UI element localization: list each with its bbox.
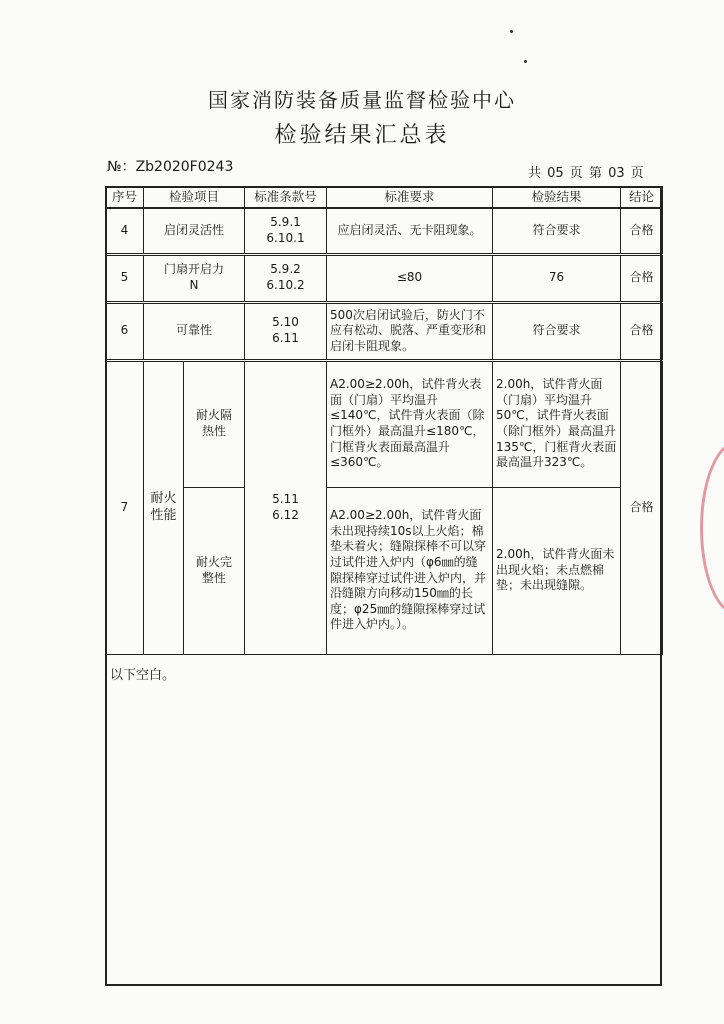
requirement-integrity: A2.00≥2.00h，试件背火面未出现持续10s以上火焰；棉垫未着火；缝隙探棒不可以穿过试件进入炉内（φ6㎜的缝隙探棒穿过试件进入炉内，并沿缝隙方向移动150㎜的长度；φ25㎜的缝隙探棒穿过试件进入炉内。）。	[327, 487, 493, 654]
row-no: 6	[106, 302, 144, 360]
page-info: 共 05 页 第 03 页	[528, 166, 644, 181]
row-item: 启闭灵活性	[144, 208, 245, 254]
row-group: 耐火 性能	[144, 360, 184, 654]
doc-no-label: №：	[107, 159, 136, 175]
result-integrity: 2.00h，试件背火面未出现火焰；未点燃棉垫；未出现缝隙。	[493, 487, 621, 654]
table-row	[106, 360, 663, 487]
requirement-insulation: A2.00≥2.00h，试件背火表面（门扇）平均温升≤140℃，试件背火表面（除门框外）最高温升≤180℃，门框背火表面最高温升≤360℃。	[327, 360, 493, 487]
header-requirement: 标准要求	[327, 187, 493, 209]
document-number	[107, 156, 233, 176]
row-item: 门扇开启力 N	[144, 254, 245, 302]
row-no: 4	[106, 208, 144, 254]
row-clause: 5.11 6.12	[245, 360, 327, 654]
header-result: 检验结果	[493, 187, 621, 209]
scan-speck	[510, 30, 513, 33]
row-conclusion: 合格	[621, 208, 663, 254]
row-conclusion: 合格	[621, 254, 663, 302]
row-conclusion: 合格	[621, 360, 663, 654]
sub-item-insulation: 耐火隔 热性	[184, 360, 245, 487]
row-requirement: 应启闭灵活、无卡阻现象。	[327, 208, 493, 254]
table-row	[106, 302, 663, 360]
table-row	[106, 254, 663, 302]
row-no: 7	[106, 360, 144, 654]
row-result: 符合要求	[493, 302, 621, 360]
blank-below-note: 以下空白。	[110, 668, 176, 683]
scan-speck	[524, 60, 527, 63]
row-result: 符合要求	[493, 208, 621, 254]
table-header-row	[106, 187, 663, 209]
results-table	[105, 186, 663, 655]
row-clause: 5.9.2 6.10.2	[245, 254, 327, 302]
issuing-organization: 国家消防装备质量监督检验中心	[208, 88, 516, 112]
row-requirement: ≤80	[327, 254, 493, 302]
row-requirement: 500次启闭试验后，防火门不应有松动、脱落、严重变形和启闭卡阻现象。	[327, 302, 493, 360]
header-clause: 标准条款号	[245, 187, 327, 209]
table-row	[106, 208, 663, 254]
sub-item-integrity: 耐火完 整性	[184, 487, 245, 654]
header-conclusion: 结论	[621, 187, 663, 209]
header-item: 检验项目	[144, 187, 245, 209]
official-seal	[700, 440, 724, 616]
document-title: 检验结果汇总表	[274, 123, 450, 148]
table-row	[106, 487, 663, 654]
row-clause: 5.10 6.11	[245, 302, 327, 360]
result-insulation: 2.00h，试件背火面（门扇）平均温升50℃，试件背火表面（除门框外）最高温升135℃，门框背火表面最高温升323℃。	[493, 360, 621, 487]
row-conclusion: 合格	[621, 302, 663, 360]
row-no: 5	[106, 254, 144, 302]
header-no: 序号	[106, 187, 144, 209]
row-result: 76	[493, 254, 621, 302]
row-item: 可靠性	[144, 302, 245, 360]
row-clause: 5.9.1 6.10.1	[245, 208, 327, 254]
doc-no-value: Zb2020F0243	[135, 159, 234, 175]
